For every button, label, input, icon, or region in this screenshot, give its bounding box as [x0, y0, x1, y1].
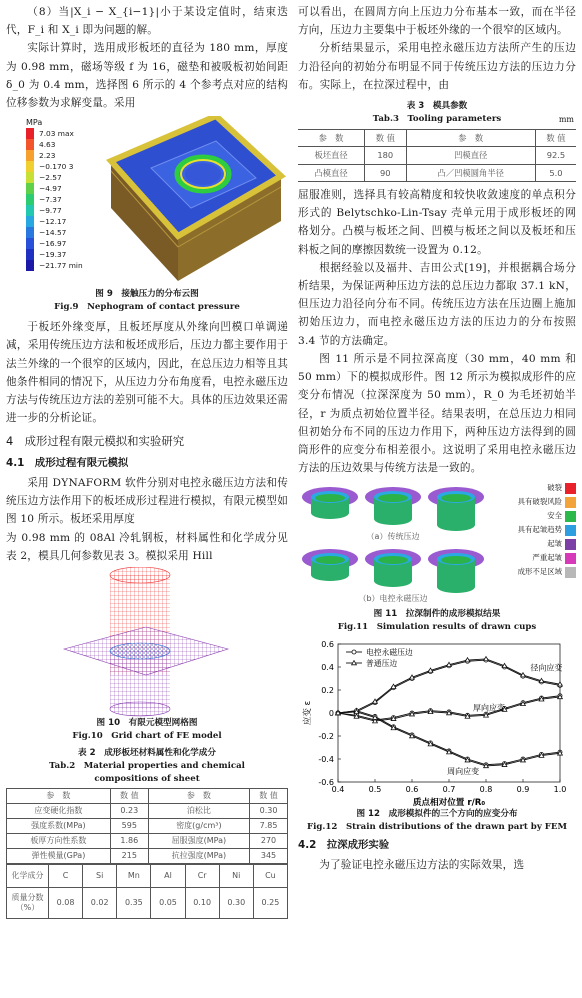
y-tick-label: 0.2 — [321, 686, 334, 696]
fig11-legend-item — [476, 565, 576, 579]
x-tick-label: 0.7 — [442, 785, 456, 795]
paragraph-blankholder: 根据经验以及福井、吉田公式[19]，并根据耦合场分析结果，为保证两种压边方法的总压边力都取 37.1 kN，但压边力沿径向分布不同。传统压边方法在压边圈上施加初始压边力，而电控永磁压边方法的压边力的分布按照 3.4 节的方法确定。 — [298, 261, 576, 347]
fig11-legend — [476, 481, 576, 579]
colorbar-entry — [26, 150, 83, 161]
fig11-legend-label: 成形不足区域 — [517, 567, 562, 577]
colorbar-swatch — [26, 260, 34, 271]
table-row: 质量分数（%） 0.08 0.02 0.35 0.05 0.10 0.30 0.25 — [7, 888, 288, 919]
table-header: 数 值 — [250, 789, 288, 804]
colorbar-swatch — [26, 216, 34, 227]
y-tick-label: 0.6 — [321, 640, 334, 650]
section-42-heading: 4.2 拉深成形实验 — [298, 839, 390, 852]
fig11-legend-swatch — [565, 525, 576, 536]
fig10-caption-en: Fig.10 Grid chart of FE model — [72, 730, 222, 741]
fig11-legend-item — [476, 481, 576, 495]
paragraph-after-fig9: 于板坯外缘变厚，且板坯厚度从外缘向凹模口单调递减，采用传统压边方法和板坯成形后，压边力都主要作用于法兰外缘的一个很窄的区域内，因此，在总压边力相等且其他条件相同的情况下，从压边力分布角度看，电控永磁压边方法与传统压边方法的差别可能不大。具体的压边效果还需进一步的分析论证。 — [6, 321, 288, 425]
y-tick-label: -0.2 — [318, 732, 334, 742]
colorbar-swatch — [26, 205, 34, 216]
series-line — [338, 697, 560, 721]
colorbar-label: −12.17 — [39, 217, 67, 227]
paragraph-analysis: 分析结果显示，采用电控永磁压边方法所产生的压边力沿径向的初始分布明显不同于传统压边方法的压边力分布。实际上，在拉深过程中，由 — [298, 42, 576, 91]
paragraph-right-top: 可以看出，在圆周方向上压边力分布基本一致，而在半径方向，压边力主要集中于板坯外缘的一个很窄的区域内。 — [298, 6, 576, 37]
section-41-heading: 4.1 成形过程有限元模拟 — [6, 457, 129, 470]
fig11-legend-swatch — [565, 497, 576, 508]
fig11-legend-item — [476, 495, 576, 509]
colorbar-swatch — [26, 150, 34, 161]
cup-bottom — [315, 556, 345, 564]
right-column — [298, 0, 576, 874]
legend-label: 普通压边 — [366, 659, 398, 669]
colorbar-legend — [26, 128, 83, 271]
x-tick-label: 1.0 — [553, 785, 567, 795]
colorbar-entry — [26, 128, 83, 139]
colorbar-label: 4.63 — [39, 140, 56, 150]
colorbar-label: −16.97 — [39, 239, 67, 249]
colorbar-swatch — [26, 194, 34, 205]
table-header: 数 值 — [110, 789, 148, 804]
fig11-legend-item — [476, 537, 576, 551]
fig11-legend-swatch — [565, 483, 576, 494]
fig11-legend-swatch — [565, 567, 576, 578]
left-column — [6, 0, 288, 919]
fig12-caption-cn: 图 12 成形模拟件的三个方向的应变分布 — [356, 809, 518, 820]
section-4-heading: 4 成形过程有限元模拟和实验研究 — [6, 434, 185, 449]
table-row: 板坯直径 180 凹模直径 92.5 — [298, 147, 576, 164]
strain-chart — [298, 636, 576, 808]
drawn-cups-a — [298, 483, 488, 531]
x-tick-label: 0.9 — [516, 785, 530, 795]
colorbar-label: −0.170 3 — [39, 162, 74, 172]
colorbar-swatch — [26, 172, 34, 183]
paragraph-fig11: 图 11 所示是不同拉深高度（30 mm，40 mm 和 50 mm）下的模拟成形件。图 12 所示为模拟成形件的应变分布情况（拉深深度为 50 mm），R_0 为毛坯初始半径，r 为质点初始位置半径。结果表明，在总压边力相同但初始分布不同的压边力作用下，两种压边方法得到的圆筒形件的应变分布相差很小。这说明了采用电控永磁压边方法的压边效果与传统方法是一致的。 — [298, 352, 576, 475]
fig12-caption-en: Fig.12 Strain distributions of the drawn part by FEM — [307, 822, 567, 833]
fig11-label-b: （b）电控永磁压边 — [358, 594, 428, 604]
colorbar-label: −21.77 min — [39, 261, 83, 271]
fig11-legend-label: 具有破裂风险 — [517, 497, 562, 507]
table-row: 板厚方向性系数 1.86 屈服强度(MPa) 270 — [7, 834, 288, 849]
cup-bottom — [378, 556, 408, 564]
fig11-legend-swatch — [565, 539, 576, 550]
figure-11 — [298, 481, 576, 605]
table3-unit: mm — [558, 114, 574, 124]
y-tick-label: 0.4 — [321, 663, 334, 673]
contact-pressure-plot — [106, 116, 286, 286]
annotation-radial: 径向应变 — [530, 663, 563, 673]
paragraph-mesh: 屈服准则，选择具有较高精度和较快收敛速度的单点积分形式的 Belytschko-Lin-Tsay 壳单元用于成形板坯的网格划分。凸模与板坯之间、凹模与板坯之间以及板坯和压料板之间的摩擦因数统一设置为 0.12。 — [298, 188, 576, 256]
colorbar-entry — [26, 227, 83, 238]
colorbar-label: −4.97 — [39, 184, 62, 194]
paragraph-calc: 实际计算时，选用成形板坯的直径为 180 mm，厚度为 0.98 mm，磁场等级 f 为 16，磁垫和被吸板初始间距 δ_0 为 0.4 mm，选择图 6 所示的 4 个参考点对应的结构位移参数为求解变量。采用 — [6, 42, 288, 110]
colorbar-swatch — [26, 183, 34, 194]
table2-caption-en-2: compositions of sheet — [94, 773, 200, 784]
x-tick-label: 0.8 — [479, 785, 493, 795]
colorbar-entry — [26, 172, 83, 183]
colorbar-swatch — [26, 249, 34, 260]
cup-bottom — [315, 494, 345, 502]
colorbar-swatch — [26, 227, 34, 238]
colorbar-label: −14.57 — [39, 228, 67, 238]
cup-bottom — [441, 556, 471, 564]
fig11-legend-item — [476, 523, 576, 537]
fig11-legend-label: 安全 — [547, 511, 562, 521]
table3-caption-en: Tab.3 Tooling parameters — [372, 113, 502, 124]
paragraph-41b: 为 0.98 mm 的 08Al 冷轧钢板，材料属性和化学成分见表 2，模具几何参数见表 3。模拟采用 Hill — [6, 531, 288, 562]
colorbar-label: −2.57 — [39, 173, 62, 183]
colorbar-swatch — [26, 161, 34, 172]
colorbar-label: 7.03 max — [39, 129, 74, 139]
y-tick-label: -0.6 — [318, 778, 334, 788]
colorbar-entry — [26, 139, 83, 150]
legend-marker-circle — [352, 650, 356, 654]
fig11-legend-swatch — [565, 553, 576, 564]
fig11-legend-label: 严重起皱 — [532, 553, 562, 563]
fig11-caption-en: Fig.11 Simulation results of drawn cups — [337, 622, 537, 633]
fig11-caption-cn: 图 11 拉深制件的成形模拟结果 — [373, 609, 501, 620]
table-row: 弹性模量(GPa) 215 抗拉强度(MPa) 345 — [7, 849, 288, 864]
table-3-tooling: 参 数 数 值 参 数 数 值 板坯直径 180 凹模直径 92.5 凸模直径 90 凸／凹模圆角半径 5.0 — [298, 129, 576, 182]
colorbar-swatch — [26, 128, 34, 139]
fig11-legend-item — [476, 509, 576, 523]
fig9-caption-en: Fig.9 Nephogram of contact pressure — [54, 302, 240, 313]
colorbar-swatch — [26, 238, 34, 249]
colorbar-unit: MPa — [26, 118, 43, 128]
colorbar-entry — [26, 161, 83, 172]
cup-bottom — [441, 494, 471, 502]
drawn-cups-b — [298, 545, 488, 593]
fig11-legend-label: 具有起皱趋势 — [517, 525, 562, 535]
table-2-properties — [6, 788, 288, 864]
paragraph-iteration: （8）当|X_i − X_{i−1}|小于某设定值时，结束迭代，F_i 和 X_i 即为问题的解。 — [6, 6, 288, 37]
paragraph-41: 采用 DYNAFORM 软件分别对电控永磁压边方法和传统压边方法作用下的板坯成形过程进行模拟，有限元模型如图 10 所示。板坯采用厚度 — [6, 476, 288, 526]
table-header: 参 数 — [7, 789, 111, 804]
table3-caption-cn: 表 3 模具参数 — [406, 101, 468, 112]
figure-9 — [6, 116, 288, 288]
table-row: 凸模直径 90 凸／凹模圆角半径 5.0 — [298, 164, 576, 181]
fig11-legend-item — [476, 551, 576, 565]
colorbar-entry — [26, 238, 83, 249]
fig11-legend-label: 破裂 — [547, 483, 562, 493]
table-row: 应变硬化指数 0.23 泊松比 0.30 — [7, 804, 288, 819]
fe-model-grid — [6, 567, 288, 717]
table-2-chemistry: 化学成分 C Si Mn Al Cr Ni Cu 质量分数（%） 0.08 0.02 0.35 0.05 0.10 0.30 0.25 — [6, 864, 288, 919]
colorbar-label: −9.77 — [39, 206, 62, 216]
table-header: 参 数 — [148, 789, 249, 804]
annotation-thickness: 厚向应变 — [473, 703, 506, 713]
x-tick-label: 0.5 — [368, 785, 382, 795]
table-row: 强度系数(MPa) 595 密度(g/cm³) 7.85 — [7, 819, 288, 834]
table2-caption-cn: 表 2 成形板坯材料属性和化学成分 — [78, 747, 216, 758]
x-tick-label: 0.6 — [405, 785, 419, 795]
y-tick-label: 0 — [328, 709, 334, 719]
colorbar-label: 2.23 — [39, 151, 56, 161]
legend-label: 电控永磁压边 — [366, 648, 413, 658]
cup-bottom — [378, 494, 408, 502]
table3-block — [298, 100, 576, 182]
colorbar-entry — [26, 183, 83, 194]
paragraph-42: 为了验证电控永磁压边方法的实际效果，选 — [319, 858, 525, 871]
fig11-legend-swatch — [565, 511, 576, 522]
annotation-hoop: 周向应变 — [447, 767, 480, 777]
x-axis-label: 质点相对位置 r/R₀ — [412, 798, 486, 809]
colorbar-label: −19.37 — [39, 250, 67, 260]
x-tick-label: 0.4 — [331, 785, 345, 795]
colorbar-entry — [26, 260, 83, 271]
colorbar-entry — [26, 194, 83, 205]
colorbar-label: −7.37 — [39, 195, 62, 205]
fig11-legend-label: 起皱 — [547, 539, 562, 549]
colorbar-entry — [26, 249, 83, 260]
colorbar-entry — [26, 216, 83, 227]
y-axis-label: 应变 ε — [303, 700, 313, 726]
fig11-label-a: （a）传统压边 — [366, 532, 420, 542]
y-tick-label: -0.4 — [318, 755, 334, 765]
fig9-caption-cn: 图 9 接触压力的分布云图 — [95, 289, 199, 300]
colorbar-swatch — [26, 139, 34, 150]
table2-caption-en-1: Tab.2 Material properties and chemical — [49, 760, 245, 771]
colorbar-entry — [26, 205, 83, 216]
fig10-caption-cn: 图 10 有限元模型网格图 — [96, 718, 198, 728]
